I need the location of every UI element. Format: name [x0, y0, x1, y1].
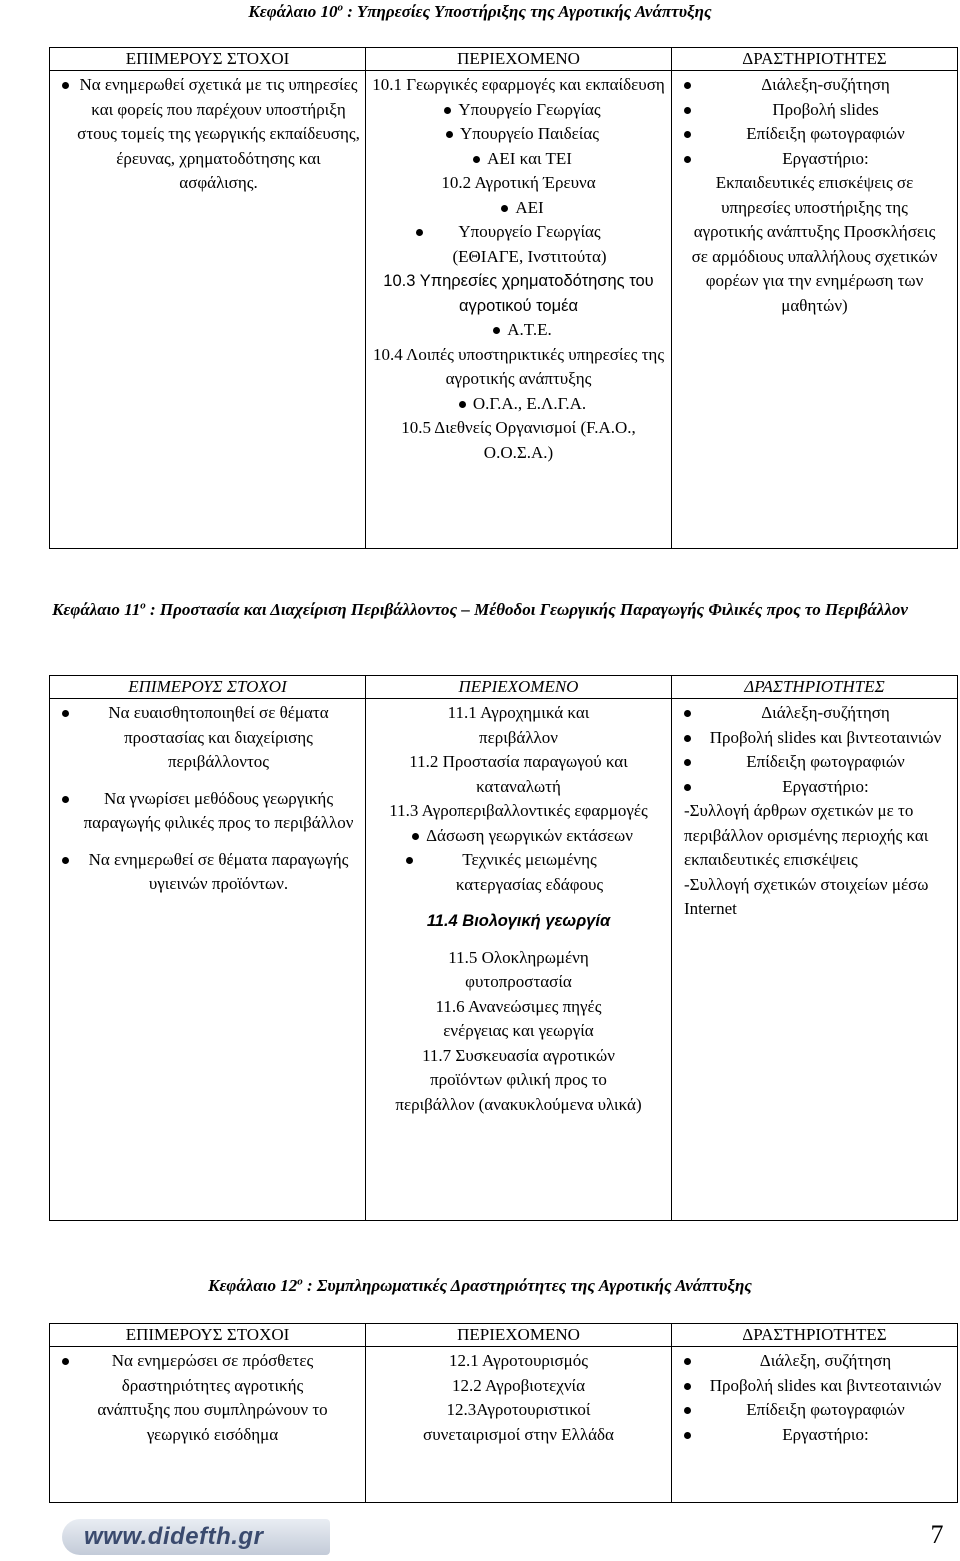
activity-item: Προβολή slides: [676, 98, 953, 123]
chapter-12-title: [0, 1274, 960, 1298]
list-item: Τεχνικές μειωμένης κατεργασίας εδάφους: [398, 848, 640, 897]
activity-item: Εργαστήριο:: [676, 1423, 953, 1448]
table-row: [50, 699, 958, 1221]
chapter-12-table: [49, 1323, 958, 1503]
header-goals: ΕΠΙΜΕΡΟΥΣ ΣΤΟΧΟΙ: [50, 1324, 366, 1347]
section-12-2: 12.2 Αγροβιοτεχνία: [451, 1375, 586, 1395]
section-11-4: 11.4 Βιολογική γεωργία: [426, 912, 611, 930]
chapter-10-title-number: Κεφάλαιο 10: [248, 2, 338, 21]
list-item: ΑΕΙ και ΤΕΙ: [465, 147, 572, 172]
activity-item: Διάλεξη, συζήτηση: [676, 1349, 953, 1374]
site-logo-text: www.didefth.gr: [84, 1523, 264, 1550]
header-content: ΠΕΡΙΕΧΟΜΕΝΟ: [366, 48, 672, 71]
goals-cell: [50, 699, 366, 1221]
section-11-1: 11.1 Αγροχημικά και περιβάλλον: [447, 703, 590, 747]
list-item: Υπουργείο Παιδείας: [438, 122, 599, 147]
activity-item: Εργαστήριο:: [676, 775, 953, 800]
chapter-11-table: [49, 675, 958, 1221]
activity-item: Διάλεξη-συζήτηση: [676, 73, 953, 98]
list-item: Υπουργείο Γεωργίας: [436, 98, 600, 123]
activity-item: Επίδειξη φωτογραφιών: [676, 122, 953, 147]
header-content: ΠΕΡΙΕΧΟΜΕΝΟ: [366, 1324, 672, 1347]
table-row: [50, 71, 958, 549]
chapter-10-title: [0, 0, 960, 24]
content-cell: [366, 71, 672, 549]
chapter-12-title-number: Κεφάλαιο 12: [208, 1276, 298, 1295]
content-cell: [366, 699, 672, 1221]
goal-item: Να ενημερωθεί σε θέματα παραγωγής υγιεινών προϊόντων.: [54, 848, 361, 897]
list-item: Ο.Γ.Α., Ε.Λ.Γ.Α.: [451, 392, 586, 417]
activity-item: Διάλεξη-συζήτηση: [676, 701, 953, 726]
chapter-11-title-number: Κεφάλαιο 11: [52, 600, 141, 619]
activity-item: Επίδειξη φωτογραφιών: [676, 750, 953, 775]
activity-item: Εργαστήριο:: [676, 147, 953, 172]
chapter-12-title-text: : Συμπληρωματικές Δραστηριότητες της Αγροτικής Ανάπτυξης: [302, 1276, 752, 1295]
goal-item: Να γνωρίσει μεθόδους γεωργικής παραγωγής φιλικές προς το περιβάλλον: [54, 787, 361, 836]
activity-item: Προβολή slides και βιντεοταινιών: [676, 726, 953, 751]
activity-item: Επίδειξη φωτογραφιών: [676, 1398, 953, 1423]
header-goals: ΕΠΙΜΕΡΟΥΣ ΣΤΟΧΟΙ: [50, 48, 366, 71]
section-11-6: 11.6 Ανανεώσιμες πηγές ενέργειας και γεωργία: [435, 996, 602, 1040]
goal-item: Να ενημερώσει σε πρόσθετες δραστηριότητες αγροτικής ανάπτυξης που συμπληρώνουν το γεωργικό εισόδημα: [54, 1349, 361, 1447]
goal-item: Να ενημερωθεί σχετικά με τις υπηρεσίες και φορείς που παρέχουν υποστήριξη στους τομείς της γεωργικής εκπαίδευσης, έρευνας, χρηματοδότησης και ασφάλισης.: [54, 73, 361, 196]
chapter-12-title-sup: ο: [297, 1275, 303, 1288]
section-11-5: 11.5 Ολοκληρωμένη φυτοπροστασία: [448, 947, 589, 991]
activities-cell: [672, 71, 958, 549]
activities-cell: [672, 699, 958, 1221]
site-logo[interactable]: [62, 1519, 330, 1555]
section-12-1: 12.1 Αγροτουρισμός: [449, 1351, 588, 1370]
header-activities: ΔΡΑΣΤΗΡΙΟΤΗΤΕΣ: [672, 1324, 958, 1347]
header-activities: ΔΡΑΣΤΗΡΙΟΤΗΤΕΣ: [672, 676, 958, 699]
section-11-2: 11.2 Προστασία παραγωγού και καταναλωτή: [409, 752, 628, 796]
list-item: Υπουργείο Γεωργίας (ΕΘΙΑΓΕ, Ινστιτούτα): [408, 220, 630, 269]
chapter-11-title: [20, 598, 940, 622]
table-header-row: [50, 676, 958, 699]
goals-cell: [50, 71, 366, 549]
table-header-row: [50, 48, 958, 71]
chapter-11-title-text: : Προστασία και Διαχείριση Περιβάλλοντος – Μέθοδοι Γεωργικής Παραγωγής Φιλικές προς το Περιβάλλον: [145, 600, 908, 619]
section-11-7: 11.7 Συσκευασία αγροτικών προϊόντων φιλική προς το περιβάλλον (ανακυκλούμενα υλικά): [395, 1045, 642, 1114]
activity-detail: Εκπαιδευτικές επισκέψεις σε υπηρεσίες υποστήριξης της αγροτικής ανάπτυξης Προσκλήσεις σε αρμόδιους υπαλλήλους σχετικών φορέων για την ενημέρωση των μαθητών): [691, 173, 938, 315]
header-content: ΠΕΡΙΕΧΟΜΕΝΟ: [366, 676, 672, 699]
section-10-3: 10.3 Υπηρεσίες χρηματοδότησης του αγροτικού τομέα: [383, 272, 654, 315]
list-item: ΑΕΙ: [493, 196, 543, 221]
chapter-11-title-sup: ο: [140, 599, 146, 612]
activity-item: Προβολή slides και βιντεοταινιών: [676, 1374, 953, 1399]
table-row: [50, 1347, 958, 1503]
table-header-row: [50, 1324, 958, 1347]
activity-detail: -Συλλογή σχετικών στοιχείων μέσω Internet: [684, 874, 929, 918]
goal-item: Να ευαισθητοποιηθεί σε θέματα προστασίας και διαχείρισης περιβάλλοντος: [54, 701, 361, 775]
section-10-5: 10.5 Διεθνείς Οργανισμοί (F.A.O., Ο.Ο.Σ.Α.): [401, 418, 636, 462]
section-10-2: 10.2 Αγροτική Έρευνα: [441, 173, 596, 192]
list-item: Δάσωση γεωργικών εκτάσεων: [404, 824, 633, 849]
header-goals: ΕΠΙΜΕΡΟΥΣ ΣΤΟΧΟΙ: [50, 676, 366, 699]
goals-cell: [50, 1347, 366, 1503]
page-number: 7: [930, 1520, 944, 1549]
activities-cell: [672, 1347, 958, 1503]
chapter-10-table: [49, 47, 958, 549]
header-activities: ΔΡΑΣΤΗΡΙΟΤΗΤΕΣ: [672, 48, 958, 71]
section-11-3: 11.3 Αγροπεριβαλλοντικές εφαρμογές: [389, 801, 648, 820]
section-10-4: 10.4 Λοιπές υποστηρικτικές υπηρεσίες της αγροτικής ανάπτυξης: [372, 344, 665, 388]
section-12-3: 12.3Αγροτουριστικοί συνεταιρισμοί στην Ελλάδα: [423, 1400, 614, 1444]
activity-detail: -Συλλογή άρθρων σχετικών με το περιβάλλον ορισμένης περιοχής και εκπαιδευτικές επισκέψεις: [684, 801, 929, 869]
chapter-10-title-text: : Υπηρεσίες Υποστήριξης της Αγροτικής Ανάπτυξης: [343, 2, 712, 21]
section-10-1: 10.1 Γεωργικές εφαρμογές και εκπαίδευση: [372, 75, 665, 94]
list-item: Α.Τ.Ε.: [485, 318, 552, 343]
content-cell: [366, 1347, 672, 1503]
chapter-10-title-sup: ο: [337, 1, 343, 14]
